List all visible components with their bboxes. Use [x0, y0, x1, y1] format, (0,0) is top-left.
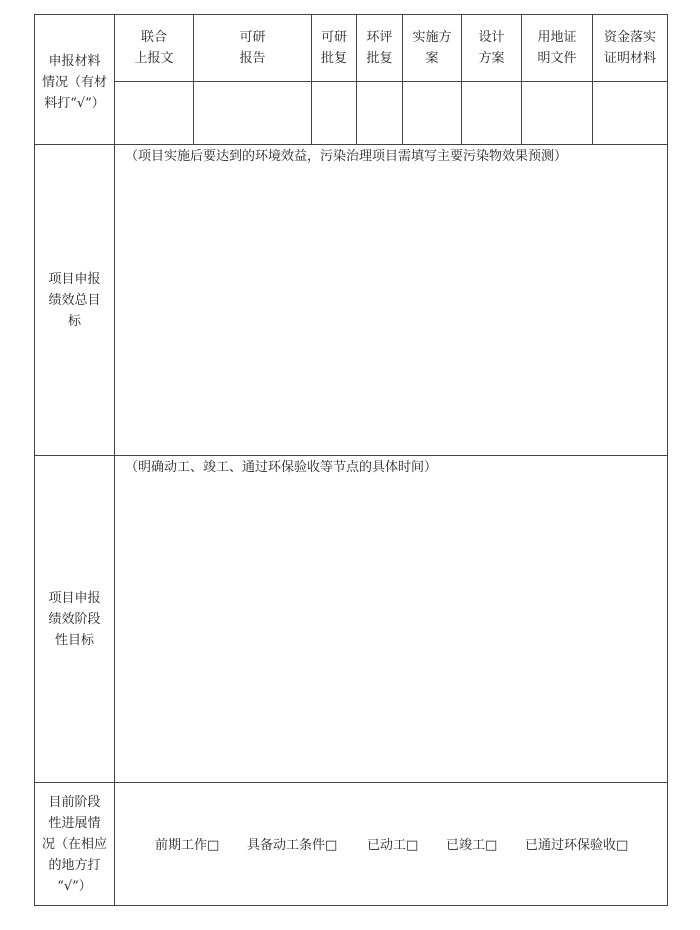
materials-check-cell[interactable]	[403, 82, 461, 144]
materials-check-cell[interactable]	[522, 82, 592, 144]
col-header-funding-proof: 资金落实 证明材料	[603, 30, 656, 66]
materials-check-cell[interactable]	[115, 82, 193, 144]
section-divider	[35, 144, 667, 145]
section-divider	[35, 455, 667, 456]
col-header-feasibility-report: 可研 报告	[239, 30, 266, 66]
col-header-implementation-plan: 实施方 案	[412, 30, 452, 66]
project-performance-form	[34, 14, 668, 906]
col-header-eia-approval: 环评 批复	[366, 30, 393, 66]
col-header-feasibility-approval: 可研 批复	[320, 30, 347, 66]
overall-goal-input-area[interactable]	[115, 169, 667, 455]
progress-option-env-acceptance[interactable]: 已通过环保验收□	[525, 838, 629, 853]
progress-option-completed[interactable]: 已竣工□	[446, 838, 498, 853]
overall-goal-label: 项目申报 绩效总目 标	[48, 271, 101, 329]
materials-check-cell[interactable]	[312, 82, 356, 144]
stage-goal-input-area[interactable]	[115, 480, 667, 782]
col-header-joint-report: 联合 上报文	[134, 30, 174, 66]
stage-goal-label: 项目申报 绩效阶段 性目标	[48, 590, 101, 648]
materials-check-cell[interactable]	[593, 82, 667, 144]
progress-option-started[interactable]: 已动工□	[367, 838, 419, 853]
progress-option-preliminary[interactable]: 前期工作□	[155, 838, 220, 853]
stage-goal-note: （明确动工、竣工、通过环保验收等节点的具体时间）	[125, 460, 438, 475]
col-header-design-plan: 设计 方案	[478, 30, 505, 66]
overall-goal-note: （项目实施后要达到的环境效益，污染治理项目需填写主要污染物效果预测）	[125, 149, 568, 164]
progress-label: 目前阶段 性进展情 况（在相应 的地方打 “√”）	[41, 794, 107, 894]
materials-check-cell[interactable]	[194, 82, 311, 144]
materials-check-cell[interactable]	[357, 82, 402, 144]
progress-option-ready-to-start[interactable]: 具备动工条件□	[247, 838, 338, 853]
materials-row-label: 申报材料 情况（有材 料打“√”）	[41, 54, 107, 111]
col-header-land-certificate: 用地证 明文件	[537, 30, 577, 66]
section-divider	[35, 782, 667, 783]
materials-check-cell[interactable]	[462, 82, 521, 144]
